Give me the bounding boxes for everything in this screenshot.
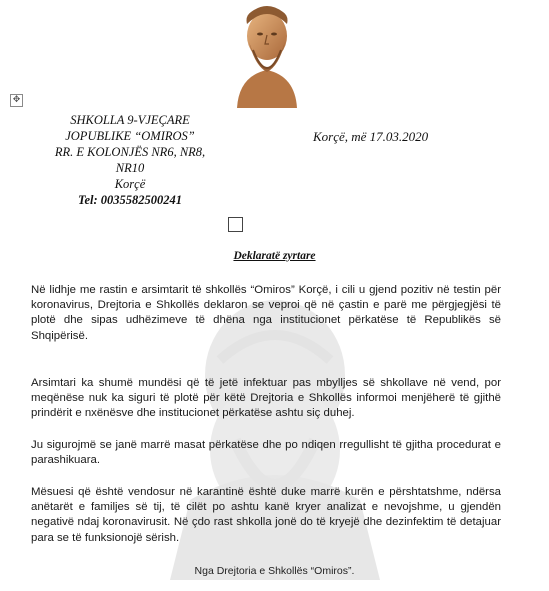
signoff-line: Nga Drejtoria e Shkollës “Omiros”. — [194, 565, 355, 577]
body-paragraph-2: Arsimtari ka shumë mundësi që të jetë infektuar pas mbylljes së shkollave në vend, por meqënëse nuk ka siguri të plotë për këtë Drejtoria e Shkollës informoi menjëherë të gjithë prindërit e nxënësve dhe institucionet përkatëse ashtu siç duhej. — [31, 377, 501, 420]
document-date: Korçë, më 17.03.2020 — [313, 129, 429, 144]
school-name-line-2: JOPUBLIKE “OMIROS” — [65, 129, 195, 143]
school-address-block — [30, 112, 230, 208]
body-paragraph-3: Ju sigurojmë se janë marrë masat përkatëse dhe po ndiqen rregullisht të gjitha procedurat e parashikuara. — [31, 439, 501, 467]
body-paragraph-1: Në lidhje me rastin e arsimtarit të shkollës “Omiros” Korçë, i cili u gjend pozitiv në testin për koronavirus, Drejtoria e Shkollës deklaron se veproi që në çastin e parë me përgjegjësi të plotë dhe sipas udhëzimeve të dhëna nga institucionet përkatëse të Republikës së Shqipërisë. — [31, 284, 501, 342]
school-address-line-2: NR10 — [115, 161, 145, 175]
document-title: Deklaratë zyrtare — [233, 250, 316, 262]
school-city: Korçë — [114, 177, 146, 191]
school-address-line-1: RR. E KOLONJËS NR6, NR8, — [54, 145, 206, 159]
homer-bust-image — [229, 6, 305, 108]
school-phone: Tel: 0035582500241 — [77, 193, 183, 207]
school-name-line-1: SHKOLLA 9-VJEÇARE — [70, 113, 190, 127]
body-paragraph-4: Mësuesi që është vendosur në karantinë është duke marrë kurën e përshtatshme, ndërsa anëtarët e familjes së tij, të cilët po ashtu kanë kryer analizat e nevojshme, u gjendën negativë ndaj koronavirusit. Në çdo rast shkolla jonë do të kryejë dhe dezinfektim të detajuar para se të funksionojë sërish. — [31, 486, 501, 544]
checkbox-icon[interactable] — [228, 217, 243, 232]
move-arrows-icon[interactable]: ✥ — [10, 94, 23, 107]
